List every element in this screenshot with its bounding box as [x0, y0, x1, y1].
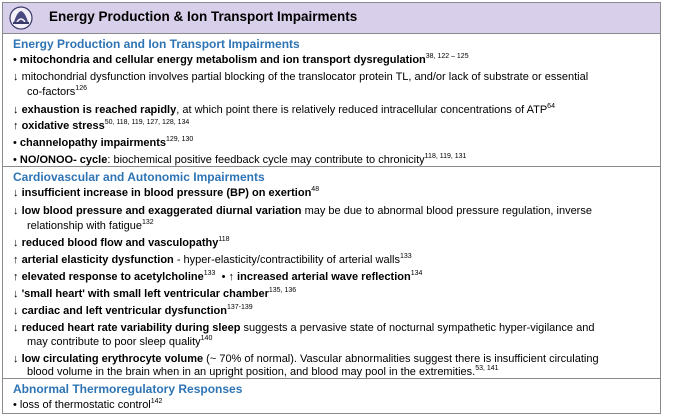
list-item: • mitochondria and cellular energy metabolism and ion transport dysregulation$^{38, 122 - 125}$ — [13, 53, 469, 66]
list-item: • NO/ONOO- cycle: biochemical positive feedback cycle may contribute to chronicity$^{118, 119, 131}$ — [13, 153, 467, 166]
logo-icon — [9, 6, 33, 30]
list-item: ↓ cardiac and left ventricular dysfunction$^{137-139}$ — [13, 304, 253, 317]
list-item-continuation: may contribute to poor sleep quality$^{140}$ — [27, 335, 213, 348]
section-title: Abnormal Thermoregulatory Responses — [13, 382, 243, 396]
section-title: Energy Production and Ion Transport Impairments — [13, 37, 300, 51]
section-title: Cardiovascular and Autonomic Impairments — [13, 170, 265, 184]
document-table — [2, 2, 661, 414]
list-item: ↓ exhaustion is reached rapidly, at which point there is relatively reduced intracellular concentrations of ATP$^{64}$ — [13, 103, 555, 116]
list-item: ↓ 'small heart' with small left ventricular chamber$^{135, 136}$ — [13, 287, 297, 300]
list-item-continuation: blood volume in the brain when in an upright position, and blood may pool in the extremities.$^{53, 141}$ — [27, 365, 499, 378]
list-item: ↓ reduced heart rate variability during sleep suggests a pervasive state of nocturnal sympathetic hyper-vigilance and — [13, 322, 595, 334]
list-item: ↓ low blood pressure and exaggerated diurnal variation may be due to abnormal blood pressure regulation, inverse — [13, 205, 592, 217]
list-item: • loss of thermostatic control$^{142}$ — [13, 398, 163, 411]
list-item-continuation: relationship with fatigue$^{132}$ — [27, 219, 154, 232]
section-thermoregulatory — [3, 378, 660, 415]
table-header — [3, 3, 660, 34]
list-item: ↓ low circulating erythrocyte volume (~ 70% of normal). Vascular abnormalities suggest there is insufficient circulating — [13, 353, 599, 365]
list-item: ↓ insufficient increase in blood pressure (BP) on exertion$^{48}$ — [13, 186, 320, 199]
list-item: ↑ arterial elasticity dysfunction - hyper-elasticity/contractibility of arterial walls$^{133}$ — [13, 253, 412, 266]
page-title: Energy Production & Ion Transport Impairments — [49, 9, 358, 24]
section-cardiovascular — [3, 166, 660, 379]
list-item: ↓ mitochondrial dysfunction involves partial blocking of the translocator protein TL, and/or lack of substrate or essential — [13, 71, 589, 83]
list-item: • channelopathy impairments$^{129, 130}$ — [13, 136, 194, 149]
list-item: ↑ oxidative stress$^{50, 118, 119, 127, 128, 134}$ — [13, 119, 190, 132]
section-energy — [3, 33, 660, 167]
list-item-continuation: co-factors$^{126}$ — [27, 85, 87, 98]
list-item: ↓ reduced blood flow and vasculopathy$^{118}$ — [13, 236, 230, 249]
list-item: ↑ elevated response to acetylcholine$^{133}$ • ↑ increased arterial wave reflection$^{134}$ — [13, 270, 423, 283]
